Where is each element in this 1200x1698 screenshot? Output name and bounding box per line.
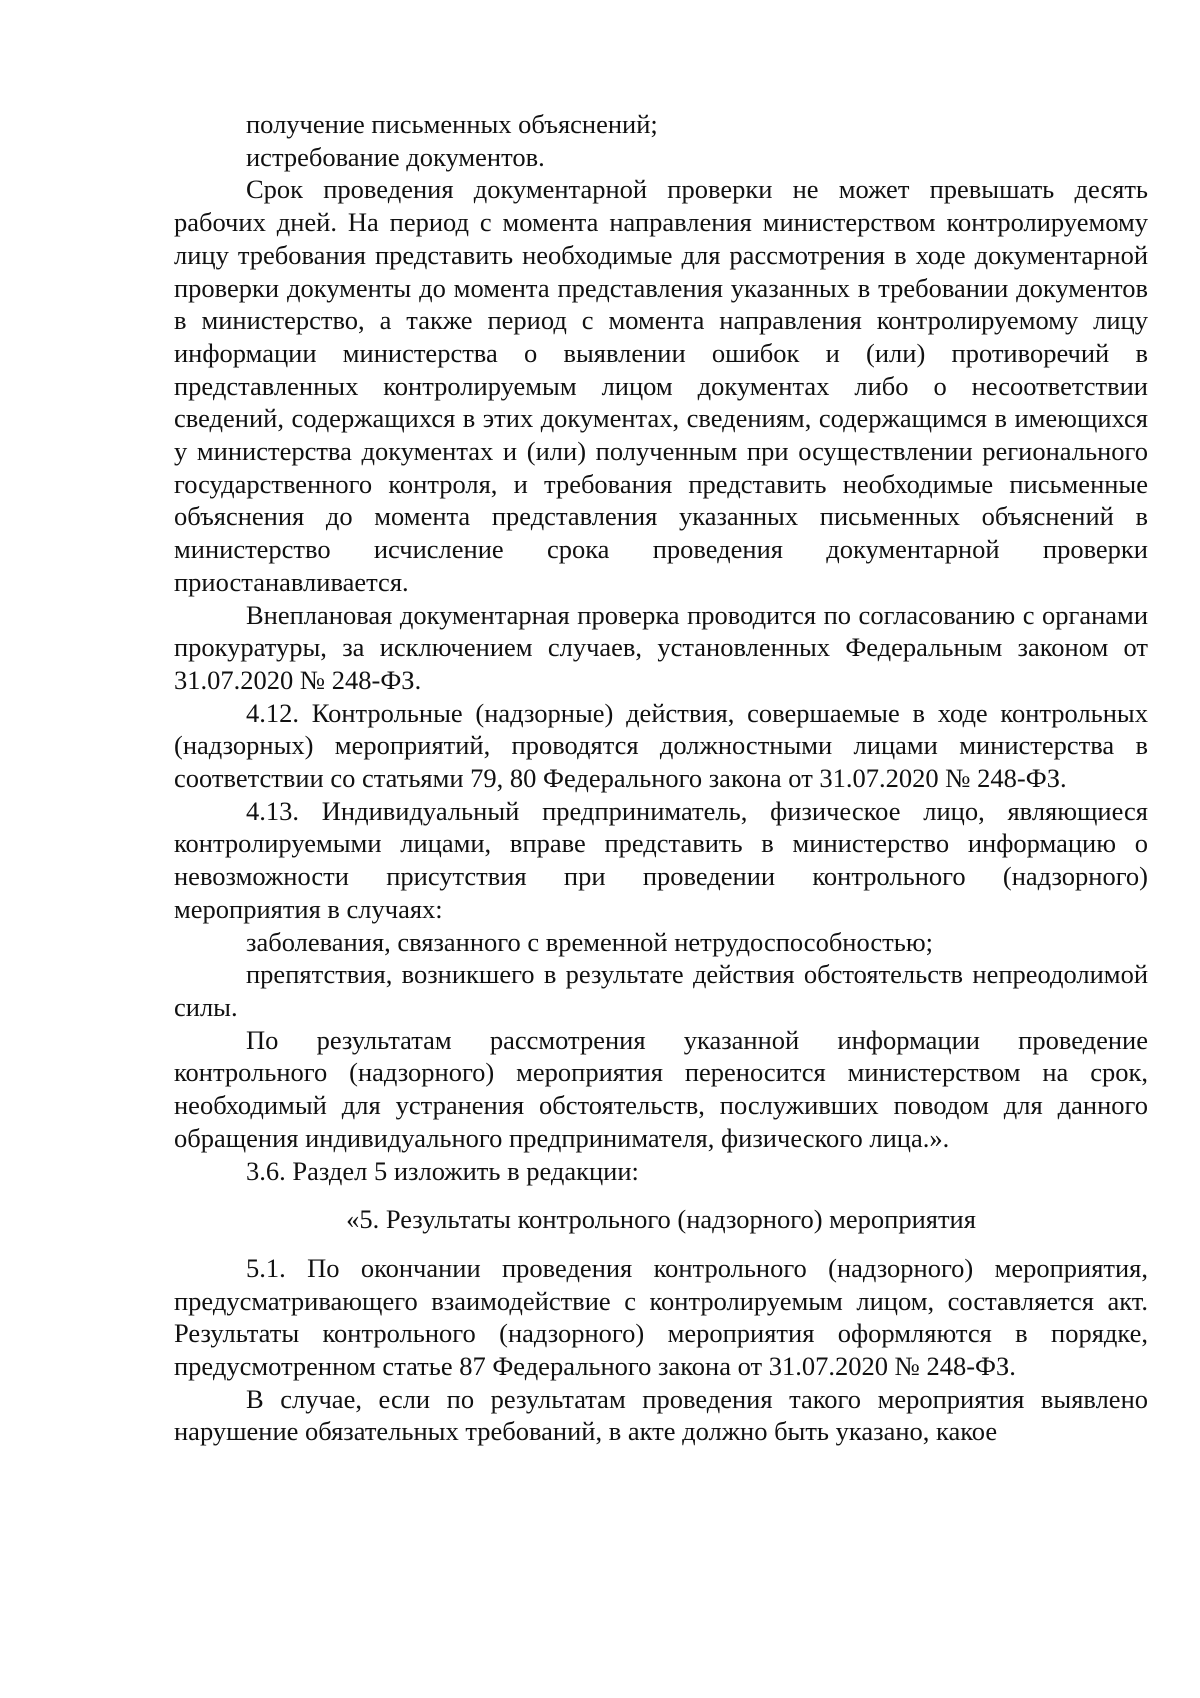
- document-page: [174, 108, 1148, 1448]
- paragraph-3-6: 3.6. Раздел 5 изложить в редакции:: [246, 1155, 639, 1186]
- paragraph-force-majeure: препятствия, возникшего в результате действия обстоятельств непреодолимой силы.: [174, 959, 1148, 1022]
- paragraph-4-12: 4.12. Контрольные (надзорные) действия, совершаемые в ходе контрольных (надзорных) мероприятий, проводятся должностными лицами министерства в соответствии со статьями 79, 80 Федерального закона от 31.07.2020 № 248-ФЗ.: [174, 697, 1148, 794]
- paragraph-4-13: 4.13. Индивидуальный предприниматель, физическое лицо, являющиеся контролируемыми лицами, вправе представить в министерство информацию о невозможности присутствия при проведении контрольного (надзорного) мероприятия в случаях:: [174, 795, 1148, 924]
- paragraph-written-explanations: получение письменных объяснений;: [246, 109, 658, 139]
- paragraph-postponement: По результатам рассмотрения указанной информации проведение контрольного (надзорного) мероприятия переносится министерством на срок, необходимый для устранения обстоятельств, послуживших поводом для данного обращения индивидуального предпринимателя, физического лица.».: [174, 1024, 1148, 1153]
- paragraph-violation-case: В случае, если по результатам проведения такого мероприятия выявлено нарушение обязательных требований, в акте должно быть указано, какое: [174, 1383, 1148, 1447]
- paragraph-document-request: истребование документов.: [246, 141, 545, 172]
- paragraph-illness: заболевания, связанного с временной нетрудоспособностью;: [246, 926, 933, 957]
- paragraph-5-1: 5.1. По окончании проведения контрольного (надзорного) мероприятия, предусматривающего взаимодействие с контролируемым лицом, составляется акт. Результаты контрольного (надзорного) мероприятия оформляются в порядке, предусмотренном статье 87 Федерального закона от 31.07.2020 № 248-ФЗ.: [174, 1252, 1148, 1382]
- paragraph-inspection-term: Срок проведения документарной проверки не может превышать десять рабочих дней. На период с момента направления министерством контролируемому лицу требования представить необходимые для рассмотрения в ходе документарной проверки документы до момента представления указанных в требовании документов в министерство, а также период с момента направления контролируемому лицу информации министерства о выявлении ошибок и (или) противоречий в представленных контролируемым лицом документах либо о несоответствии сведений, содержащихся в этих документах, сведениям, содержащимся в имеющихся у министерства документах и (или) полученным при осуществлении регионального государственного контроля, и требования представить необходимые письменные объяснения до момента представления указанных письменных объяснений в министерство исчисление срока проведения документарной проверки приостанавливается.: [174, 174, 1148, 597]
- section-heading: «5. Результаты контрольного (надзорного) мероприятия: [346, 1204, 976, 1235]
- paragraph-unscheduled-inspection: Внеплановая документарная проверка проводится по согласованию с органами прокуратуры, за исключением случаев, установленных Федеральным законом от 31.07.2020 № 248-ФЗ.: [174, 599, 1148, 695]
